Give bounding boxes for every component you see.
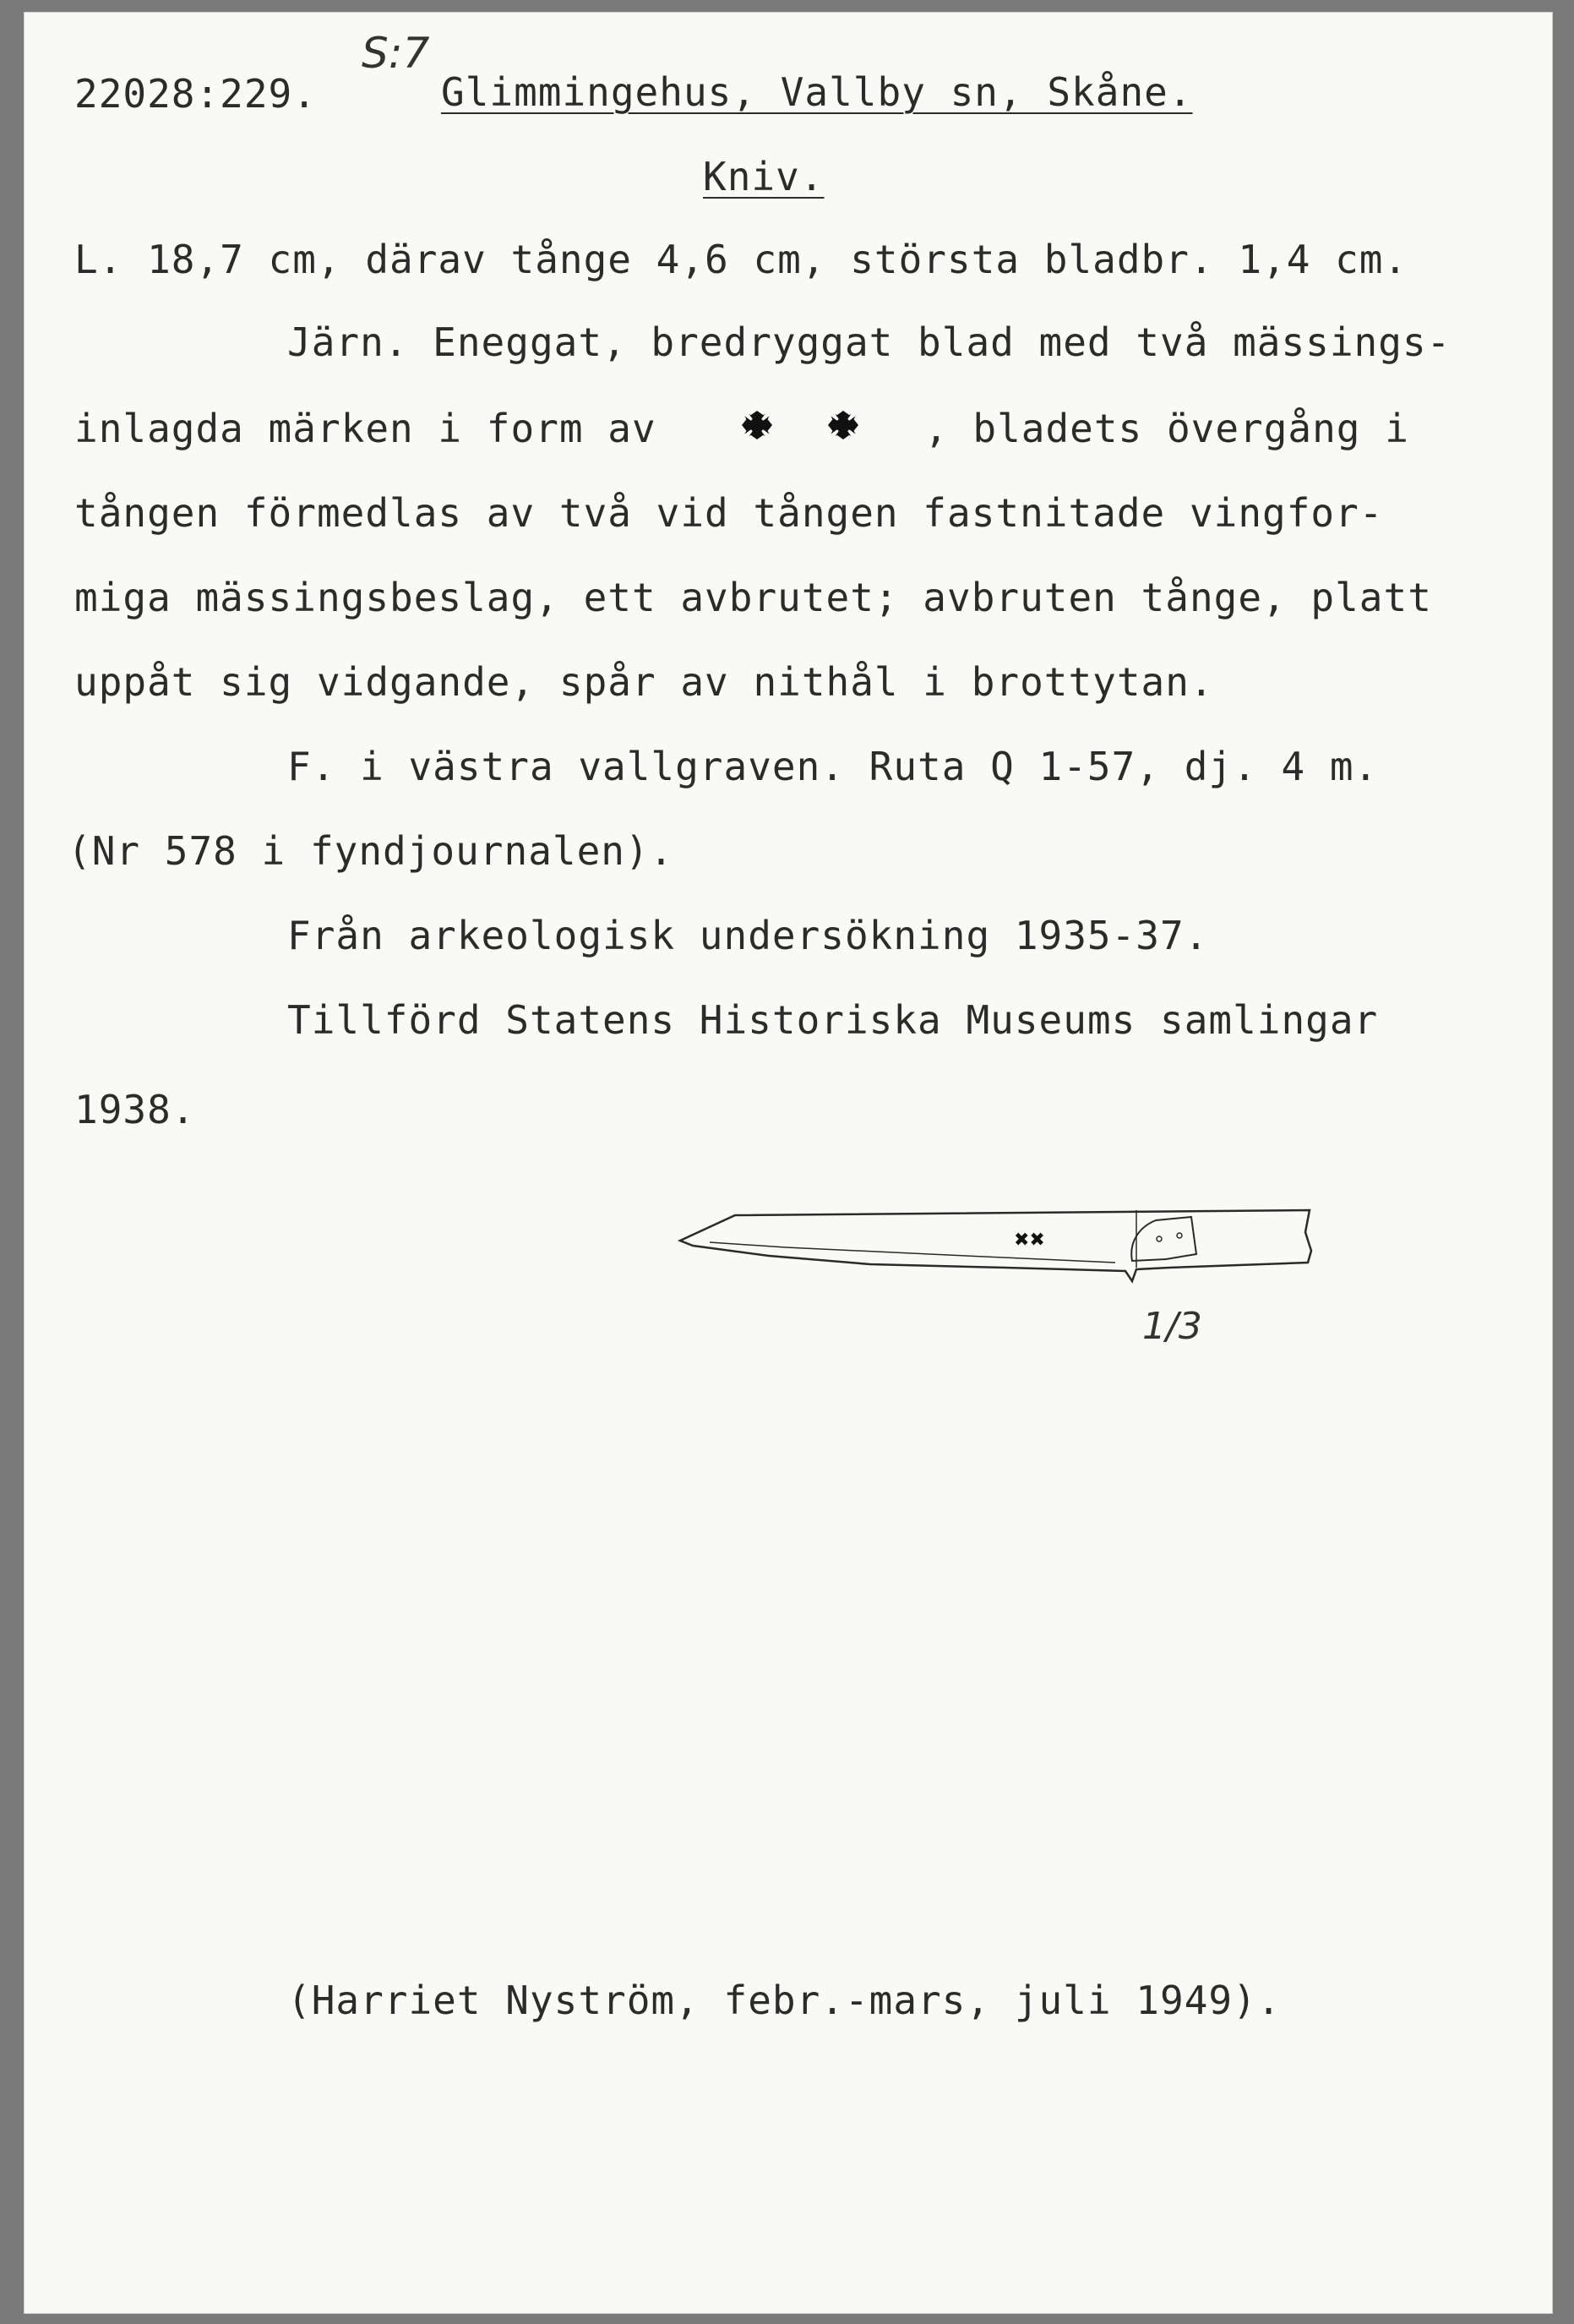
object-title: Kniv. <box>703 154 825 199</box>
scale-note: 1/3 <box>1142 1305 1202 1348</box>
description-line-4: miga mässingsbeslag, ett avbrutet; avbruten tånge, platt <box>74 575 1432 620</box>
description-line-2a: inlagda märken i form av <box>74 406 656 451</box>
measurements-line: L. 18,7 cm, därav tånge 4,6 cm, största bladbr. 1,4 cm. <box>74 237 1408 282</box>
brass-mark-icon <box>742 411 772 439</box>
acquisition-year: 1938. <box>74 1087 196 1132</box>
journal-reference-line: (Nr 578 i fyndjournalen). <box>68 828 674 874</box>
handwritten-reference: S:7 <box>362 29 430 78</box>
catalog-number: 22028:229. <box>74 71 317 117</box>
find-context-line: F. i västra vallgraven. Ruta Q 1-57, dj. 4 m. <box>287 744 1379 789</box>
brass-mark-icon <box>828 411 858 439</box>
excavation-line: Från arkeologisk undersökning 1935-37. <box>287 913 1209 958</box>
find-location: Glimmingehus, Vallby sn, Skåne. <box>441 69 1193 115</box>
svg-text:✖✖: ✖✖ <box>1014 1230 1045 1251</box>
description-line-5: uppåt sig vidgande, spår av nithål i brottytan. <box>74 659 1214 705</box>
description-line-1: Järn. Eneggat, bredryggat blad med två mässings- <box>287 319 1451 365</box>
description-line-3: tången förmedlas av två vid tången fastnitade vingfor- <box>74 490 1384 536</box>
author-line: (Harriet Nyström, febr.-mars, juli 1949). <box>287 1978 1282 2023</box>
acquisition-line: Tillförd Statens Historiska Museums samlingar <box>287 997 1379 1043</box>
description-line-2b: , bladets övergång i <box>924 406 1409 451</box>
knife-sketch-icon <box>676 1193 1318 1286</box>
